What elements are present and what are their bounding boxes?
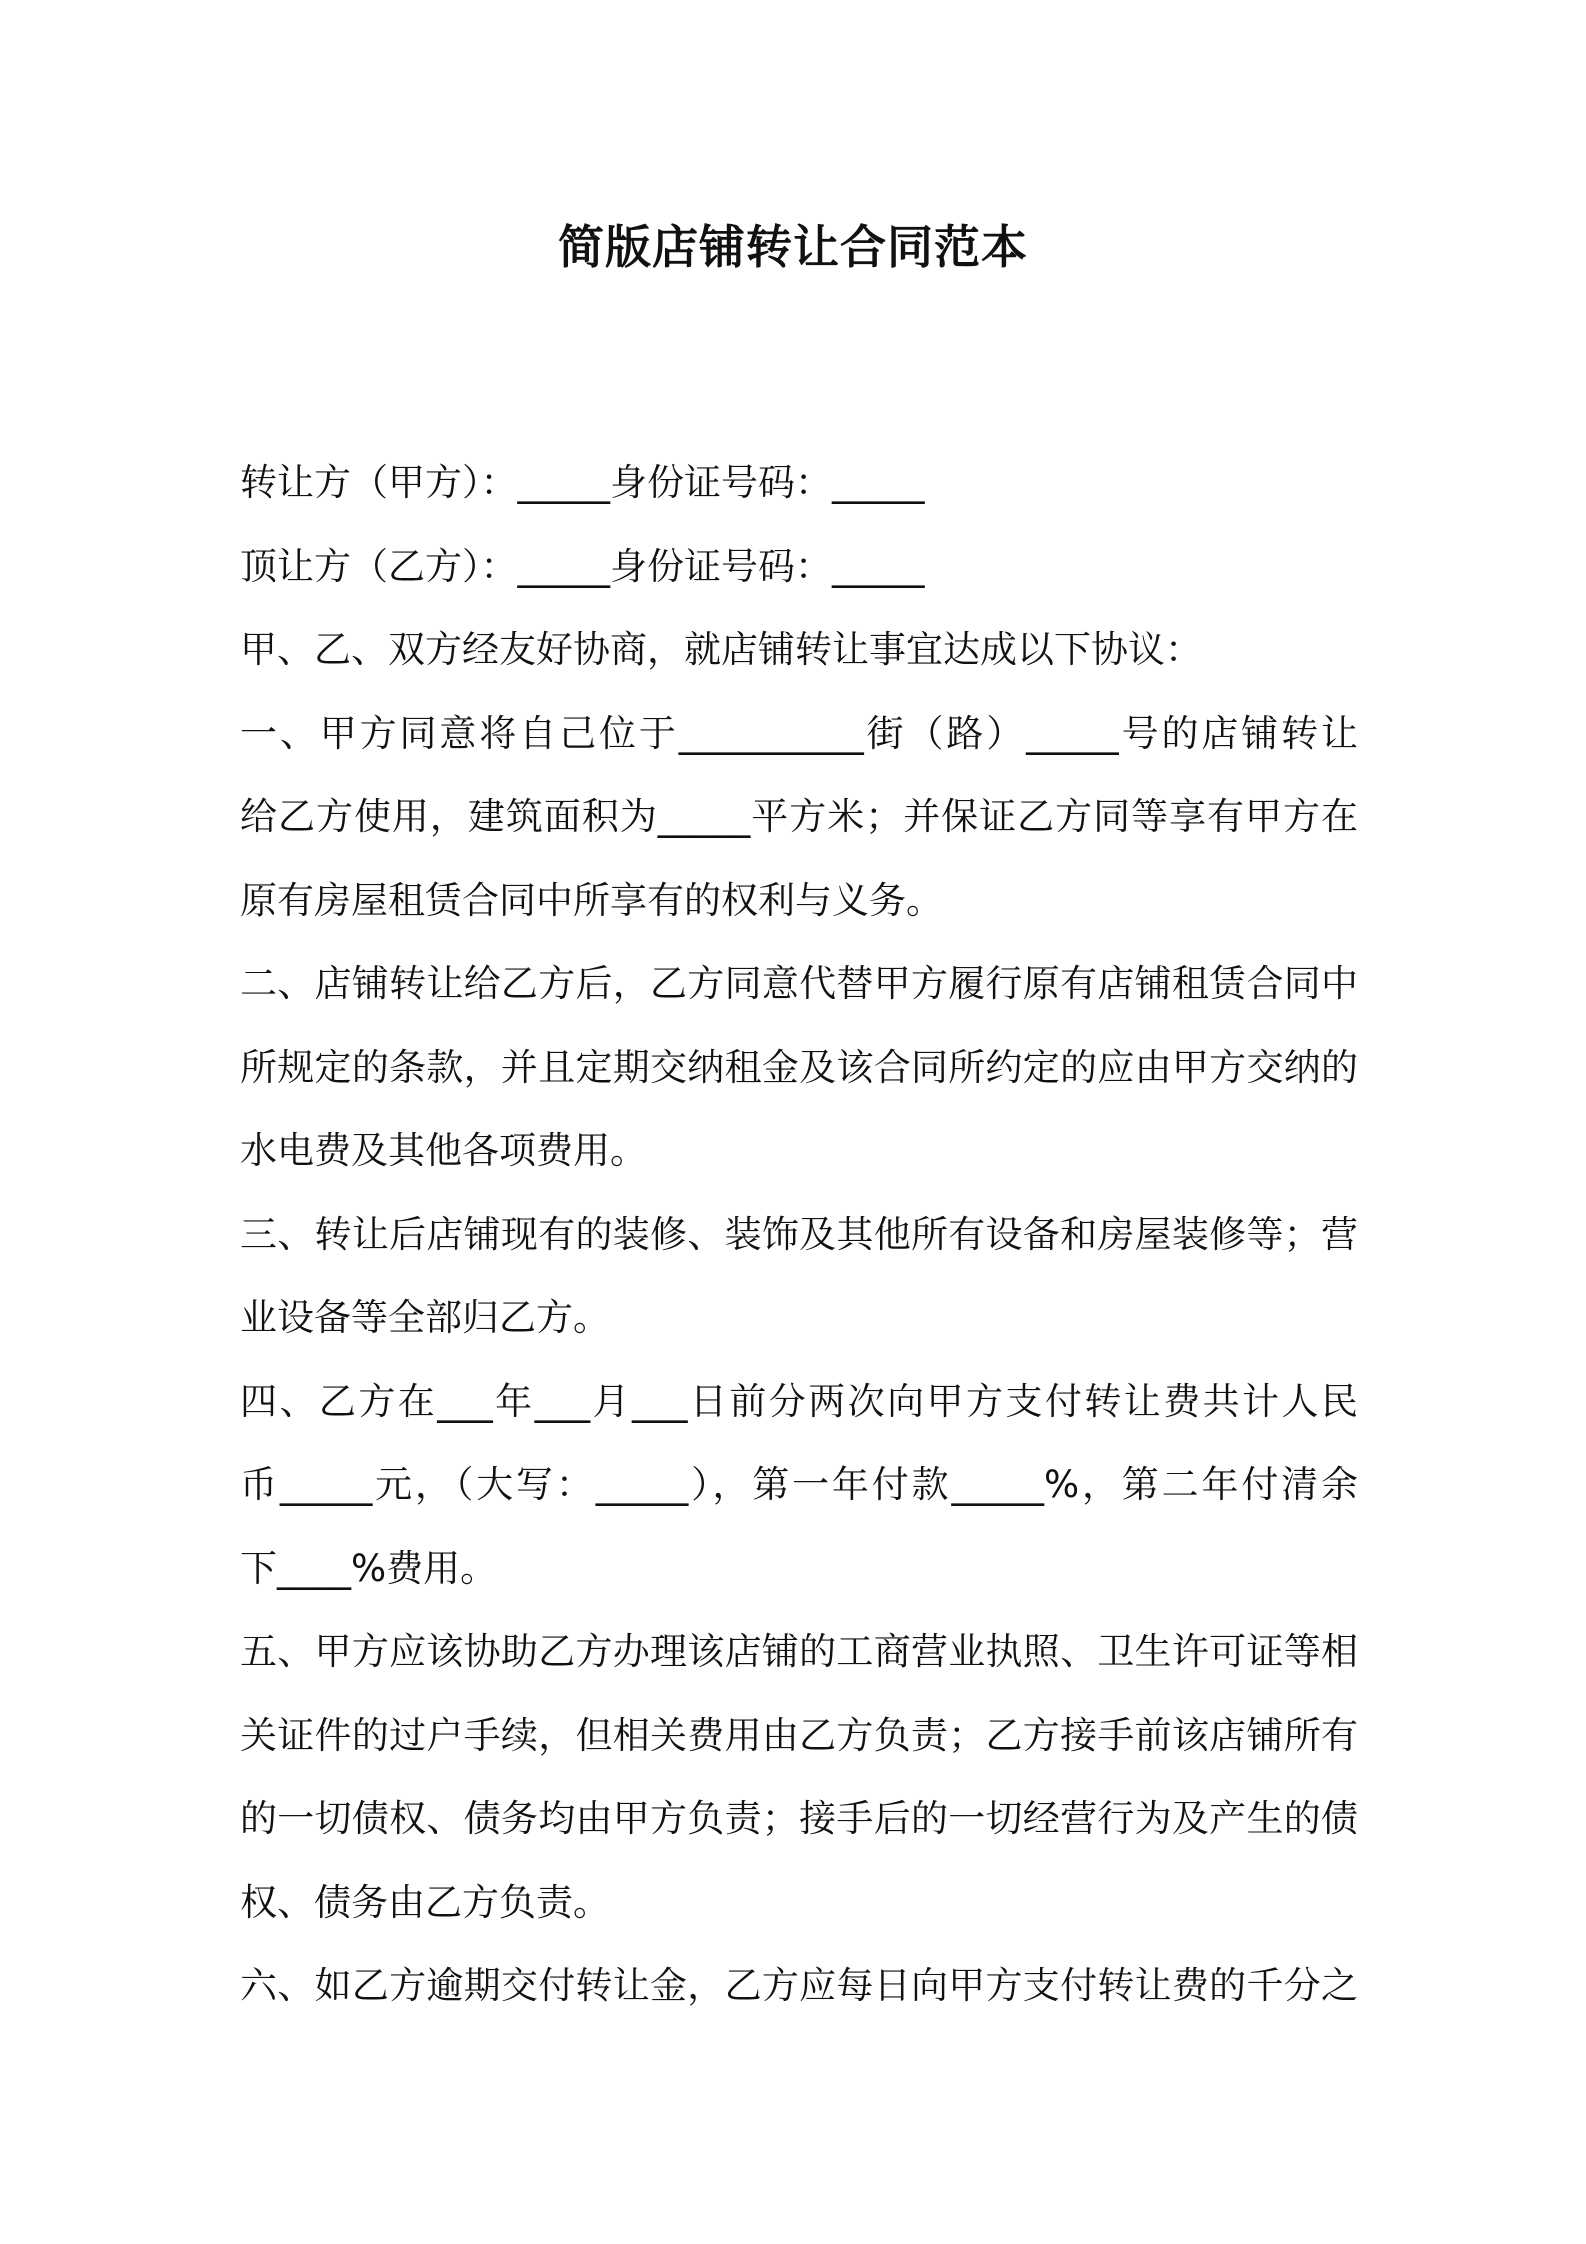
clause-4-line-1: 四、乙方在___年___月___日前分两次向甲方支付转让费共计人民 — [240, 1379, 1358, 1423]
clause-1-line-1: 一、甲方同意将自己位于__________街（路）_____号的店铺转让 — [240, 711, 1358, 755]
clause-4-line-2: 币_____元，（大写：_____），第一年付款_____%，第二年付清余 — [240, 1463, 1358, 1506]
clause-5-line-3: 的一切债权、债务均由甲方负责；接手后的一切经营行为及产生的债 — [240, 1797, 1358, 1840]
agreement-intro-line: 甲、乙、双方经友好协商，就店铺转让事宜达成以下协议： — [240, 628, 1202, 671]
clause-2-line-2: 所规定的条款，并且定期交纳租金及该合同所约定的应由甲方交纳的 — [240, 1045, 1358, 1089]
clause-1-line-3: 原有房屋租赁合同中所享有的权利与义务。 — [240, 878, 943, 922]
clause-1-line-2: 给乙方使用，建筑面积为_____平方米；并保证乙方同等享有甲方在 — [240, 795, 1358, 838]
clause-5-line-2: 关证件的过户手续，但相关费用由乙方负责；乙方接手前该店铺所有 — [240, 1713, 1358, 1757]
clause-2-line-3: 水电费及其他各项费用。 — [240, 1129, 647, 1172]
party-a-line: 转让方（甲方）：_____身份证号码：_____ — [240, 461, 925, 504]
clause-3-line-2: 业设备等全部归乙方。 — [240, 1296, 610, 1339]
clause-6-line-1: 六、如乙方逾期交付转让金，乙方应每日向甲方支付转让费的千分之 — [240, 1964, 1358, 2007]
clause-3-line-1: 三、转让后店铺现有的装修、装饰及其他所有设备和房屋装修等；营 — [240, 1212, 1358, 1256]
document-title: 简版店铺转让合同范本 — [558, 220, 1028, 274]
clause-5-line-4: 权、债务由乙方负责。 — [240, 1880, 610, 1924]
document-body — [240, 441, 1358, 2028]
clause-2-line-1: 二、店铺转让给乙方后，乙方同意代替甲方履行原有店铺租赁合同中 — [240, 962, 1358, 1005]
clause-5-line-1: 五、甲方应该协助乙方办理该店铺的工商营业执照、卫生许可证等相 — [240, 1630, 1358, 1673]
clause-4-line-3: 下____%费用。 — [240, 1546, 498, 1590]
party-b-line: 顶让方（乙方）：_____身份证号码：_____ — [240, 544, 925, 588]
